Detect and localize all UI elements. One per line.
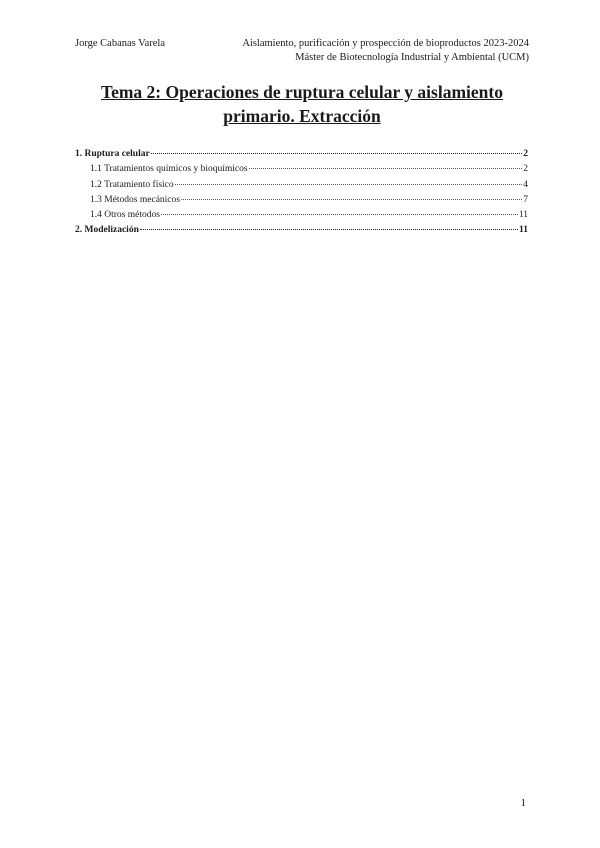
toc-entry-page: 7 [523, 194, 528, 205]
toc-entry-metodos-mecanicos[interactable] [75, 193, 528, 208]
toc-entry-label: 1. Ruptura celular [75, 149, 150, 159]
toc-entry-ruptura-celular[interactable] [75, 147, 528, 162]
header-course [242, 37, 529, 65]
page-number: 1 [520, 797, 526, 809]
toc-entry-page: 2 [523, 164, 528, 175]
document-title [75, 80, 529, 128]
toc-entry-label: 1.1 Tratamientos químicos y bioquímicos [90, 164, 248, 175]
toc-dot-leader [140, 228, 518, 230]
toc-dot-leader [175, 183, 523, 185]
toc-entry-label: 1.4 Otros métodos [90, 210, 160, 221]
toc-entry-modelizacion[interactable] [75, 223, 528, 238]
toc-entry-tratamiento-fisico[interactable] [75, 178, 528, 193]
toc-entry-label: 1.3 Métodos mecánicos [90, 194, 180, 205]
toc-entry-page: 2 [523, 149, 528, 159]
toc-dot-leader [249, 167, 523, 169]
document-title-line1: Tema 2: Operaciones de ruptura celular y aislamiento [101, 82, 503, 102]
header-author: Jorge Cabanas Varela [75, 38, 165, 49]
toc-entry-otros-metodos[interactable] [75, 208, 528, 223]
toc-dot-leader [181, 198, 522, 200]
toc-entry-page: 4 [523, 179, 528, 190]
table-of-contents [75, 147, 528, 239]
toc-entry-label: 2. Modelización [75, 225, 139, 236]
toc-entry-tratamientos-quimicos[interactable] [75, 162, 528, 177]
toc-dot-leader [161, 213, 518, 215]
toc-entry-page: 11 [518, 210, 528, 221]
toc-entry-page: 11 [519, 225, 528, 236]
toc-entry-label: 1.2 Tratamiento físico [90, 179, 174, 190]
toc-dot-leader [151, 152, 523, 154]
header-course-title: Aislamiento, purificación y prospección de bioproductos 2023-2024 [242, 38, 529, 49]
header-course-program: Máster de Biotecnología Industrial y Ambiental (UCM) [295, 52, 529, 63]
document-title-line2: primario. Extracción [223, 106, 381, 126]
